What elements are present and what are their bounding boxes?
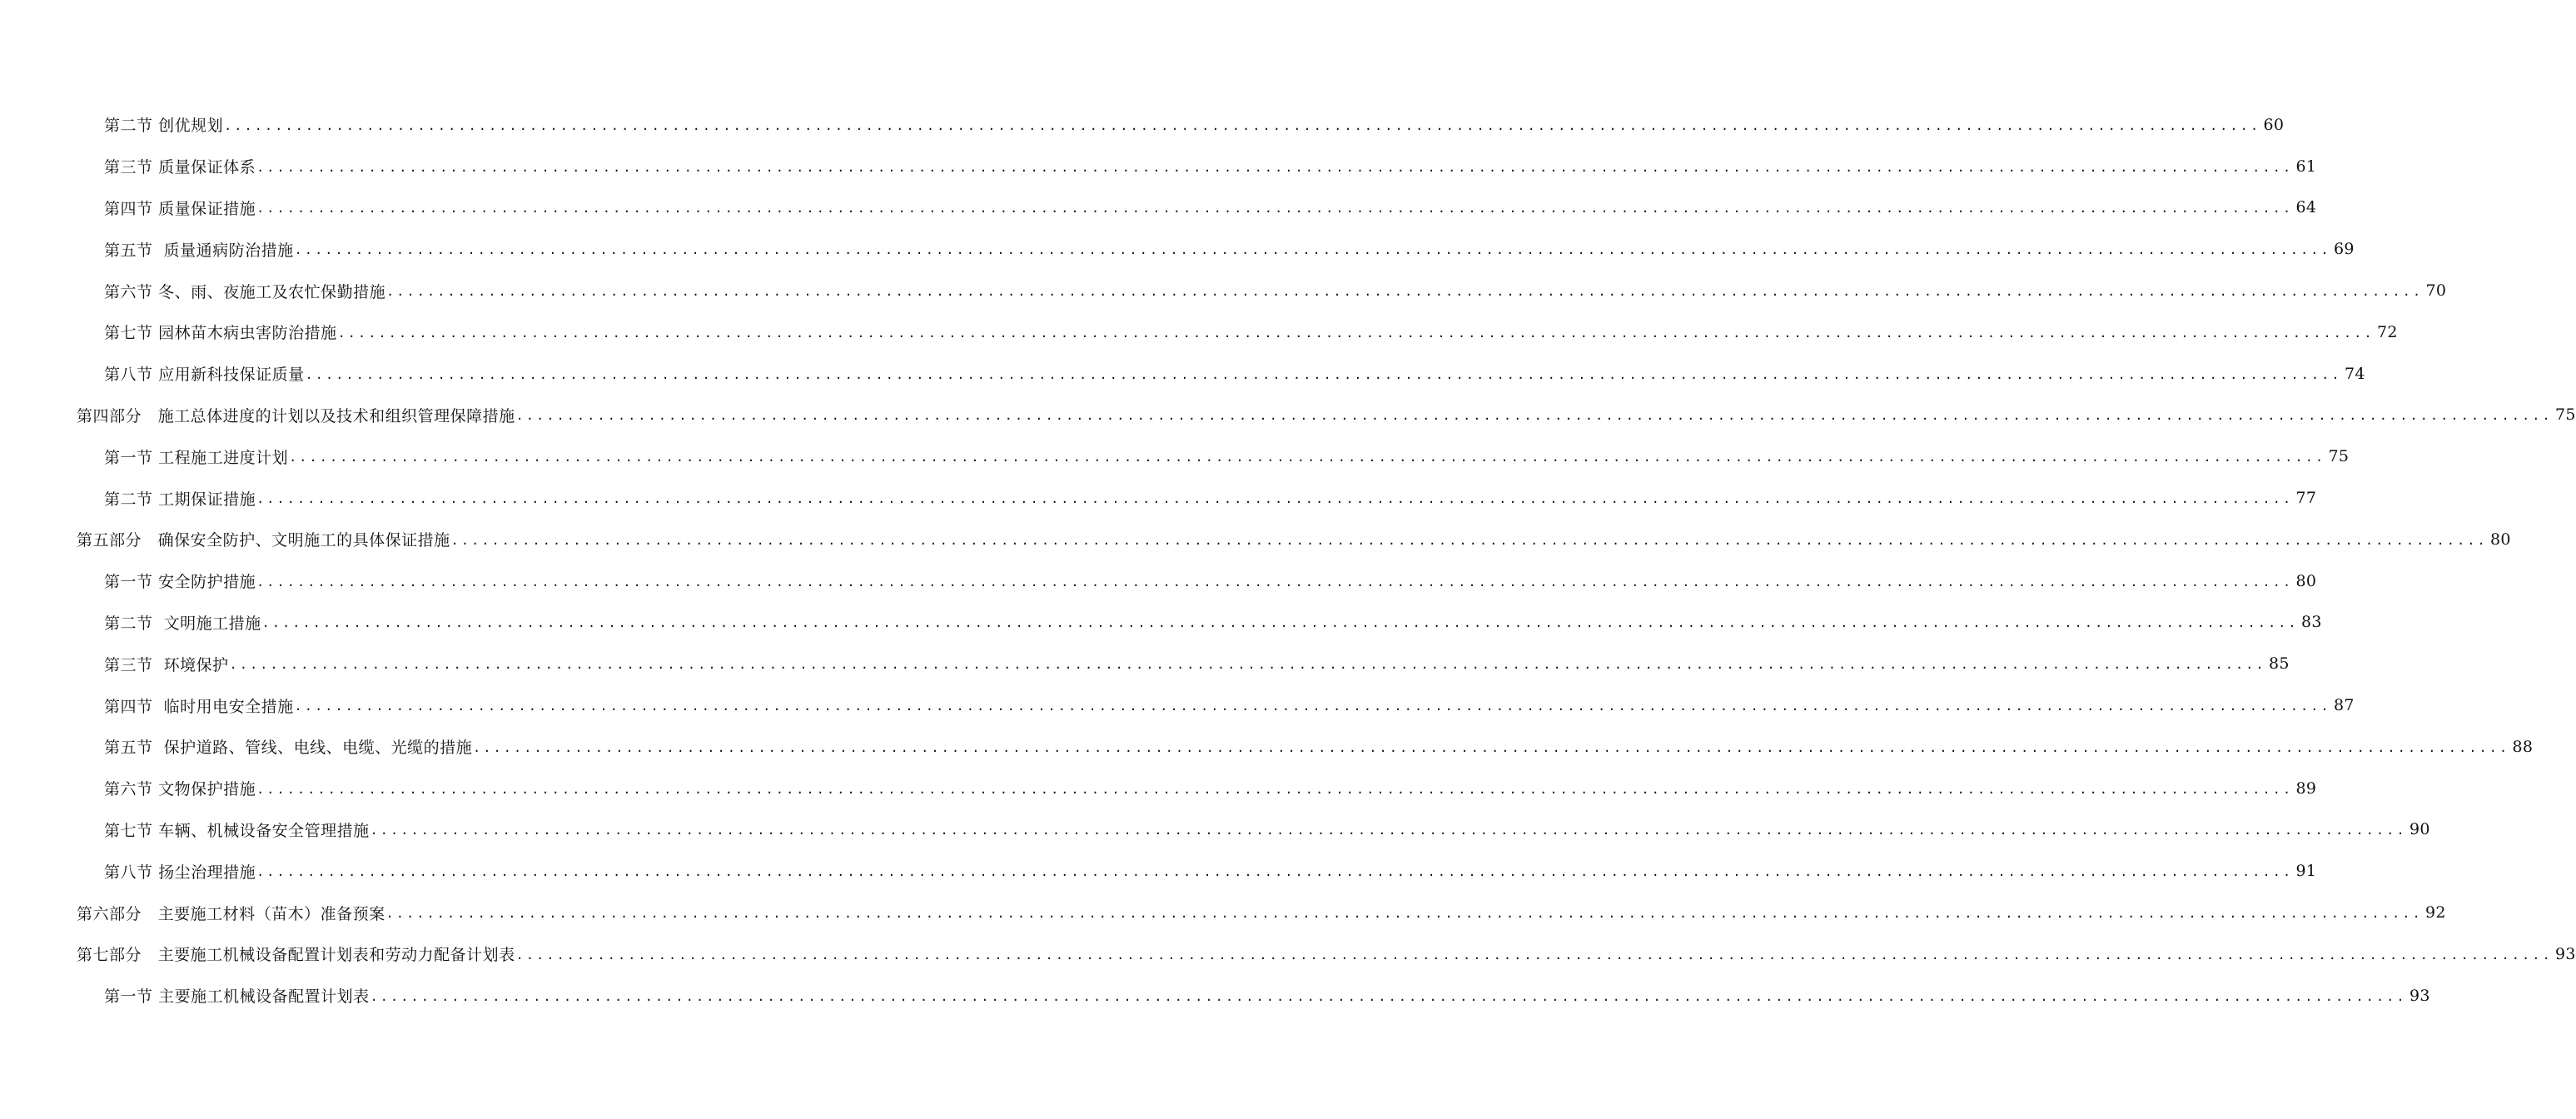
toc-entry-page-number: 91 — [2295, 862, 2317, 881]
toc-entry-page-number: 85 — [2268, 654, 2290, 674]
toc-entry-label: 第五部分 — [77, 531, 142, 550]
dot-leader: ........................................................................................................................................................................................................ — [294, 242, 2331, 258]
dot-leader: ........................................................................................................................................................................................................ — [256, 491, 2294, 507]
toc-entry-title: 施工总体进度的计划以及技术和组织管理保障措施 — [152, 406, 515, 425]
toc-entry-text — [104, 113, 223, 136]
toc-entry-title: 质量通病防治措施 — [158, 241, 294, 260]
toc-entry-label: 第一节 — [104, 448, 153, 467]
dot-leader: ........................................................................................................................................................................................................ — [294, 699, 2331, 714]
toc-entry-page-number: 61 — [2295, 157, 2317, 176]
toc-entry-label: 第二节 — [104, 490, 153, 509]
toc-entry[interactable] — [0, 560, 2317, 602]
toc-entry-page-number: 69 — [2333, 240, 2355, 259]
toc-entry-title: 临时用电安全措施 — [158, 697, 294, 716]
toc-entry-title: 主要施工机械设备配置计划表和劳动力配备计划表 — [152, 946, 515, 965]
toc-entry-title: 主要施工材料（苗木）准备预案 — [152, 904, 385, 923]
toc-entry-title: 园林苗木病虫害防治措施 — [158, 324, 337, 343]
toc-entry-label: 第四部分 — [77, 406, 142, 425]
toc-entry[interactable] — [0, 435, 2350, 477]
toc-entry-title: 车辆、机械设备安全管理措施 — [158, 821, 370, 840]
toc-entry-page-number: 93 — [2555, 944, 2576, 963]
dot-leader: ........................................................................................................................................................................................................ — [515, 408, 2553, 424]
toc-entry-text — [104, 860, 256, 883]
toc-entry[interactable] — [0, 850, 2317, 892]
toc-entry-title: 确保安全防护、文明施工的具体保证措施 — [152, 531, 450, 550]
dot-leader: ........................................................................................................................................................................................................ — [473, 739, 2510, 755]
toc-entry[interactable] — [0, 768, 2317, 809]
dot-leader: ........................................................................................................................................................................................................ — [337, 325, 2375, 341]
toc-entry-label: 第二节 — [104, 117, 153, 136]
toc-entry-label: 第五节 — [104, 739, 153, 758]
toc-entry-text — [104, 984, 370, 1007]
dot-leader: ........................................................................................................................................................................................................ — [224, 117, 2261, 133]
dot-leader: ........................................................................................................................................................................................................ — [261, 615, 2299, 631]
toc-entry[interactable] — [0, 311, 2398, 353]
toc-entry[interactable] — [0, 892, 2446, 933]
dot-leader: ........................................................................................................................................................................................................ — [289, 450, 2326, 465]
toc-entry-title: 工期保证措施 — [158, 490, 256, 509]
toc-entry[interactable] — [0, 809, 2430, 851]
toc-entry-title: 创优规划 — [158, 117, 224, 136]
toc-entry-label: 第六部分 — [77, 904, 142, 923]
toc-entry[interactable] — [0, 477, 2317, 519]
toc-entry-page-number: 88 — [2512, 737, 2534, 756]
toc-entry-label: 第五节 — [104, 241, 153, 260]
dot-leader: ........................................................................................................................................................................................................ — [256, 574, 2294, 589]
toc-entry-text — [104, 238, 294, 261]
toc-entry-text — [104, 155, 256, 177]
toc-entry-text — [104, 280, 385, 302]
toc-entry-text — [104, 694, 294, 717]
toc-entry-text — [104, 735, 472, 758]
toc-entry-page-number: 93 — [2409, 986, 2430, 1005]
toc-entry-label: 第三节 — [104, 158, 153, 177]
toc-entry-label: 第一节 — [104, 987, 153, 1007]
dot-leader: ........................................................................................................................................................................................................ — [305, 366, 2342, 382]
toc-entry-text — [104, 818, 370, 841]
dot-leader: ........................................................................................................................................................................................................ — [256, 864, 2294, 880]
toc-entry-text — [104, 321, 337, 343]
toc-entry-page-number: 64 — [2295, 198, 2317, 217]
dot-leader: ........................................................................................................................................................................................................ — [370, 988, 2407, 1004]
toc-entry-page-number: 90 — [2409, 820, 2430, 839]
toc-entry-label: 第八节 — [104, 366, 153, 385]
toc-entry[interactable] — [0, 726, 2534, 768]
toc-entry-text — [77, 404, 515, 426]
toc-entry-title: 安全防护措施 — [158, 573, 256, 592]
toc-entry-title: 文明施工措施 — [158, 614, 261, 633]
dot-leader: ........................................................................................................................................................................................................ — [385, 906, 2423, 922]
toc-entry-label: 第六节 — [104, 780, 153, 799]
toc-entry-label: 第四节 — [104, 199, 153, 218]
toc-entry-page-number: 74 — [2344, 364, 2365, 383]
dot-leader: ........................................................................................................................................................................................................ — [256, 201, 2294, 216]
toc-entry-text — [104, 653, 229, 675]
toc-entry-page-number: 75 — [2555, 405, 2576, 425]
toc-entry[interactable] — [0, 643, 2290, 684]
toc-entry-title: 质量保证措施 — [158, 199, 256, 218]
toc-entry[interactable] — [0, 519, 2511, 560]
toc-entry-label: 第二节 — [104, 614, 153, 633]
toc-entry-text — [104, 569, 256, 592]
toc-entry-title: 冬、雨、夜施工及农忙保勤措施 — [158, 282, 386, 301]
toc-entry-label: 第六节 — [104, 282, 153, 301]
toc-entry-text — [104, 487, 256, 510]
toc-entry[interactable] — [0, 933, 2576, 975]
toc-entry-text — [77, 942, 515, 965]
toc-entry-page-number: 70 — [2425, 281, 2447, 301]
toc-entry[interactable] — [0, 395, 2576, 436]
toc-entry-page-number: 72 — [2376, 322, 2398, 341]
dot-leader: ........................................................................................................................................................................................................ — [370, 823, 2407, 838]
toc-entry-label: 第七部分 — [77, 946, 142, 965]
toc-entry-label: 第四节 — [104, 697, 153, 716]
toc-entry[interactable] — [0, 353, 2365, 395]
dot-leader: ........................................................................................................................................................................................................ — [515, 947, 2553, 962]
toc-entry[interactable] — [0, 104, 2285, 146]
toc-entry-page-number: 80 — [2295, 571, 2317, 590]
toc-entry[interactable] — [0, 684, 2355, 726]
toc-entry-page-number: 75 — [2328, 447, 2350, 466]
toc-entry-title: 质量保证体系 — [158, 158, 256, 177]
toc-entry-title: 主要施工机械设备配置计划表 — [158, 987, 370, 1007]
toc-entry-label: 第七节 — [104, 821, 153, 840]
dot-leader: ........................................................................................................................................................................................................ — [256, 159, 2294, 175]
dot-leader: ........................................................................................................................................................................................................ — [386, 284, 2424, 300]
dot-leader: ........................................................................................................................................................................................................ — [229, 657, 2266, 673]
toc-entry-page-number: 80 — [2490, 530, 2511, 549]
toc-entry-text — [77, 902, 385, 924]
toc-entry-text — [104, 362, 305, 385]
toc-entry-title: 文物保护措施 — [158, 780, 256, 799]
toc-entry-page-number: 87 — [2333, 696, 2355, 715]
toc-entry-text — [104, 445, 288, 468]
toc-entry[interactable] — [0, 602, 2322, 644]
toc-entry-page-number: 89 — [2295, 778, 2317, 798]
dot-leader: ........................................................................................................................................................................................................ — [256, 781, 2294, 797]
toc-entry-page-number: 92 — [2425, 903, 2446, 923]
toc-entry-text — [77, 528, 450, 550]
toc-entry[interactable] — [0, 146, 2317, 187]
toc-entry-label: 第八节 — [104, 863, 153, 882]
toc-entry[interactable] — [0, 187, 2317, 229]
toc-entry-title: 应用新科技保证质量 — [158, 366, 305, 385]
toc-entry-title: 保护道路、管线、电线、电缆、光缆的措施 — [158, 739, 473, 758]
toc-entry-label: 第一节 — [104, 573, 153, 592]
toc-entry[interactable] — [0, 270, 2447, 311]
table-of-contents — [0, 104, 2576, 1017]
dot-leader: ........................................................................................................................................................................................................ — [450, 532, 2488, 548]
toc-entry[interactable] — [0, 975, 2430, 1017]
toc-entry-text — [104, 196, 256, 219]
toc-entry-page-number: 77 — [2295, 489, 2317, 508]
toc-entry-label: 第七节 — [104, 324, 153, 343]
toc-entry-text — [104, 611, 261, 634]
toc-entry-page-number: 83 — [2300, 613, 2322, 632]
toc-entry-title: 工程施工进度计划 — [158, 448, 289, 467]
toc-entry-page-number: 60 — [2263, 115, 2285, 134]
toc-entry-text — [104, 777, 256, 799]
toc-entry-title: 扬尘治理措施 — [158, 863, 256, 882]
toc-entry[interactable] — [0, 228, 2355, 270]
toc-entry-label: 第三节 — [104, 655, 153, 674]
toc-entry-title: 环境保护 — [158, 655, 229, 674]
